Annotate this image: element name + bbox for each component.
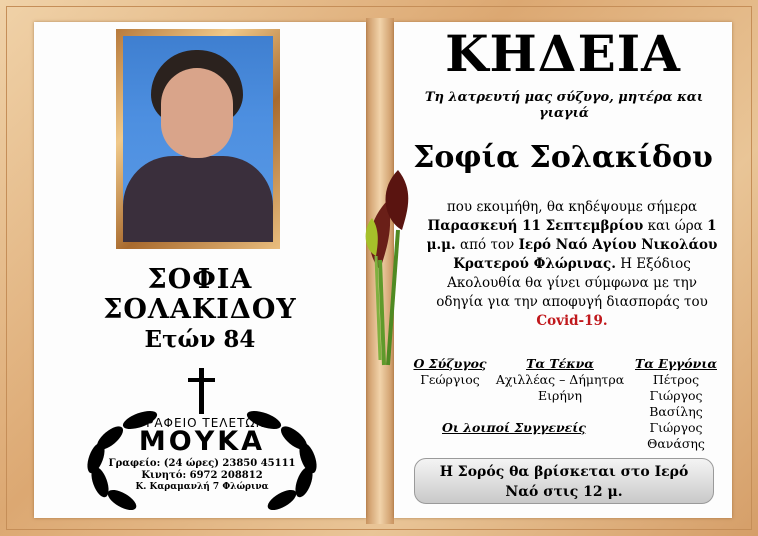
logo-mobile: Κινητό: 6972 208812 xyxy=(141,470,263,481)
children-line: Ειρήνη xyxy=(538,388,582,403)
portrait-photo xyxy=(123,36,273,242)
children-header: Τα Τέκνα xyxy=(526,356,594,371)
right-page xyxy=(394,22,732,518)
logo-phone: Γραφείο: (24 ώρες) 23850 45111 xyxy=(108,458,296,469)
grandchildren-header: Τα Εγγόνια xyxy=(635,356,717,371)
viewing-line2: Ναό στις 12 μ. xyxy=(505,484,623,500)
message-text: που εκοιμήθη, θα κηδέψουμε σήμερα xyxy=(446,199,698,215)
notice-title: ΚΗΔΕΙΑ xyxy=(445,24,681,83)
church-name: Ιερό Ναό Αγίου Νικολάου Κρατερού Φλώρινας. xyxy=(453,237,718,272)
grandchild-name: Πέτρος xyxy=(652,372,700,387)
funeral-date: Παρασκευή 11 Σεπτεμβρίου xyxy=(427,218,644,234)
spouse-name: Γεώργιος xyxy=(420,372,480,387)
covid-text: Covid-19. xyxy=(536,313,608,329)
funeral-home-logo xyxy=(70,368,334,512)
grandchild-name: Γιώργος xyxy=(649,420,703,435)
deceased-name-line2: ΣΟΛΑΚΙΔΟΥ xyxy=(103,294,297,325)
message-text: και ώρα xyxy=(643,218,708,234)
grandchildren-column xyxy=(626,356,726,452)
grandchild-name: Βασίλης xyxy=(649,404,703,419)
message-text: Η Εξόδιος Ακολουθία θα γίνει σύμφωνα με την οδηγία για την αποφυγή διασποράς του xyxy=(436,256,708,310)
spouse-header: Ο Σύζυγος xyxy=(413,356,487,371)
grandchild-name: Γιώργος xyxy=(649,388,703,403)
logo-line2: ΜΟΥΚΑ xyxy=(138,426,266,457)
deceased-age: Ετών 84 xyxy=(144,326,256,353)
children-column xyxy=(490,356,630,404)
deceased-name: Σοφία Σολακίδου xyxy=(413,140,713,175)
viewing-line1: Η Σορός θα βρίσκεται στο Ιερό xyxy=(439,464,689,480)
portrait-frame xyxy=(116,29,280,249)
funeral-time: 1 μ.μ. xyxy=(426,218,717,253)
viewing-info-box xyxy=(414,458,714,504)
grandchild-name: Θανάσης xyxy=(647,436,705,451)
other-relatives: Οι λοιποί Συγγενείς xyxy=(442,420,586,435)
calla-lily-icon xyxy=(358,160,428,370)
notice-intro: Τη λατρευτή μας σύζυγο, μητέρα και γιαγιά xyxy=(424,90,704,121)
logo-line1: ΓΡΑΦΕΙΟ ΤΕΛΕΤΩΝ xyxy=(138,416,266,430)
message-text: από τον xyxy=(460,237,519,253)
deceased-name-line1: ΣΟΦΙΑ xyxy=(147,264,253,295)
logo-address: Κ. Καραμανλή 7 Φλώρινα xyxy=(135,482,269,492)
notice-message xyxy=(424,198,720,331)
children-line: Αχιλλέας – Δήμητρα xyxy=(495,372,625,387)
left-page xyxy=(34,22,366,518)
